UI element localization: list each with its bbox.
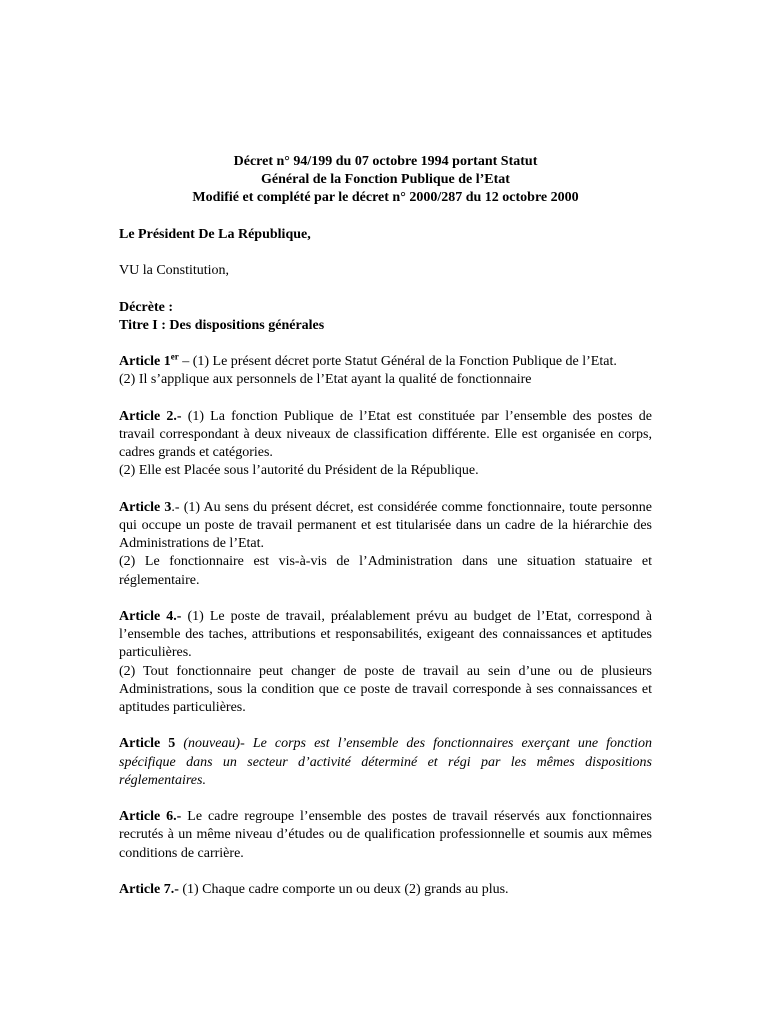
section-title-1: Titre I : Des dispositions générales (119, 317, 325, 333)
article-5-note: (nouveau) (175, 736, 241, 752)
preamble-decrete: Décrète : (119, 299, 174, 315)
title-line-3: Modifié et complété par le décret n° 2000/287 du 12 octobre 2000 (192, 190, 579, 206)
article-2-label: Article 2.- (119, 408, 182, 424)
document-title (119, 153, 652, 208)
article-2 (119, 408, 652, 481)
article-2-p2: (2) Elle est Placée sous l’autorité du Président de la République. (119, 463, 479, 479)
article-3-label: Article 3 (119, 499, 172, 515)
preamble-president: Le Président De La République, (119, 226, 311, 242)
article-7-label: Article 7.- (119, 881, 179, 897)
article-6-p1: Le cadre regroupe l’ensemble des postes de travail réservés aux fonctionnaires recrutés à un même niveau d’études ou de qualification professionnelle et soumis aux mêmes conditions de carrière. (119, 809, 652, 861)
article-3-p1: .- (1) Au sens du présent décret, est considérée comme fonctionnaire, toute personne qui occupe un poste de travail permanent et est titularisée dans un cadre de la hiérarchie des Administrations de l’Etat. (119, 499, 652, 552)
article-4-p1: (1) Le poste de travail, préalablement prévu au budget de l’Etat, correspond à l’ensemble des taches, attributions et responsabilités, exigeant des connaissances et aptitudes particulières. (119, 608, 652, 661)
title-line-1: Décret n° 94/199 du 07 octobre 1994 portant Statut (233, 154, 538, 169)
article-5 (119, 735, 652, 790)
document-page (119, 153, 652, 899)
article-5-label: Article 5 (119, 736, 176, 752)
article-1-p1: – (1) Le présent décret porte Statut Général de la Fonction Publique de l’Etat. (178, 354, 617, 370)
article-6 (119, 808, 652, 863)
article-7 (119, 881, 652, 899)
preamble-vu: VU la Constitution, (119, 263, 230, 279)
article-6-label: Article 6.- (119, 809, 182, 825)
title-line-2: Général de la Fonction Publique de l’Etat (261, 172, 510, 188)
article-5-p1: - Le corps est l’ensemble des fonctionnaires exerçant une fonction spécifique dans un secteur d’activité déterminé et régi par les mêmes dispositions réglementaires. (119, 736, 652, 788)
article-1-p2: (2) Il s’applique aux personnels de l’Etat ayant la qualité de fonctionnaire (119, 372, 532, 388)
article-3-p2: (2) Le fonctionnaire est vis-à-vis de l’Administration dans une situation statuaire et réglementaire. (119, 554, 652, 588)
article-3 (119, 499, 652, 590)
article-1-sup: er (170, 351, 179, 362)
article-1 (119, 353, 652, 389)
article-4-label: Article 4.- (119, 608, 182, 624)
article-7-p1: (1) Chaque cadre comporte un ou deux (2) grands au plus. (178, 881, 509, 897)
article-1-label: Article 1 (119, 354, 171, 370)
article-2-p1: (1) La fonction Publique de l’Etat est constituée par l’ensemble des postes de travail correspondant à deux niveaux de classification différente. Elle est organisée en corps, cadres grands et catégories. (119, 408, 652, 461)
article-4 (119, 608, 652, 717)
article-4-p2: (2) Tout fonctionnaire peut changer de poste de travail au sein d’une ou de plusieurs Administrations, sous la condition que ce poste de travail corresponde à ses connaissances et aptitudes particulières. (119, 663, 652, 715)
